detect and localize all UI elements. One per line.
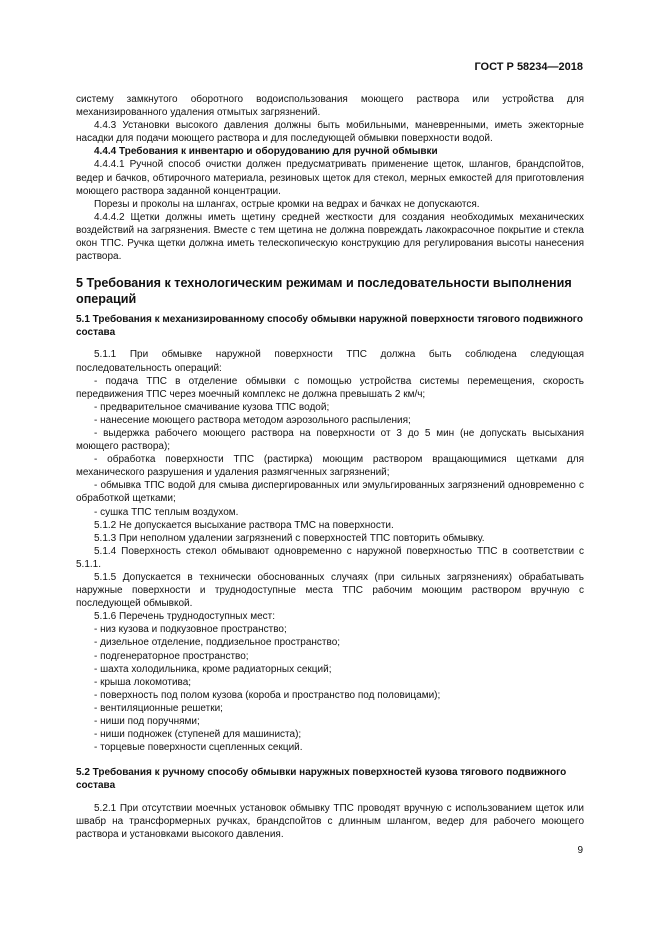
- subsection-heading: 5.1 Требования к механизированному способу обмывки наружной поверхности тягового подвижного состава: [76, 314, 583, 339]
- subsection-heading: 4.4.4 Требования к инвентарю и оборудованию для ручной обмывки: [94, 146, 438, 158]
- paragraph: 5.1.4 Поверхность стекол обмывают одновременно с наружной поверхностью ТПС в соответствии с 5.1.1.: [76, 545, 584, 570]
- paragraph: 5.1.1 При обмывке наружной поверхности ТПС должна быть соблюдена следующая последовательность операций:: [76, 349, 584, 374]
- list-item: - нанесение моющего раствора методом аэрозольного распыления;: [94, 414, 411, 426]
- list-item: - подгенераторное пространство;: [94, 650, 249, 662]
- list-item: - сушка ТПС теплым воздухом.: [94, 506, 239, 518]
- paragraph: 4.4.3 Установки высокого давления должны быть мобильными, маневренными, иметь эжекторные насадки для подачи моющего раствора и для последующей обмывки поверхности водой.: [76, 120, 584, 145]
- paragraph: 5.1.3 При неполном удалении загрязнений с поверхностей ТПС повторить обмывку.: [94, 532, 485, 544]
- paragraph: 5.1.6 Перечень труднодоступных мест:: [94, 611, 276, 623]
- list-item: - низ кузова и подкузовное пространство;: [94, 624, 287, 636]
- list-item: - вентиляционные решетки;: [94, 702, 223, 714]
- paragraph: 5.1.5 Допускается в технически обоснованных случаях (при сильных загрязнениях) обрабатывать наружные поверхности и труднодоступные места ТПС рабочим моющим раствором вручную с последующей обмывкой.: [76, 572, 584, 610]
- list-item: - обработка поверхности ТПС (растирка) моющим раствором вращающимися щетками для механического разрушения и удаления размягченных загрязнений;: [76, 454, 584, 479]
- document-header: ГОСТ Р 58234—2018: [474, 61, 583, 73]
- document-body: [76, 93, 584, 841]
- list-item: - подача ТПС в отделение обмывки с помощью устройства системы перемещения, скорость передвижения ТПС через моечный комплекс не должна превышать 2 км/ч;: [76, 375, 584, 400]
- list-item: - торцевые поверхности сцепленных секций.: [94, 742, 303, 754]
- paragraph: Порезы и проколы на шлангах, острые кромки на ведрах и бачках не допускаются.: [94, 198, 480, 210]
- list-item: - крыша локомотива;: [94, 676, 192, 688]
- list-item: - дизельное отделение, поддизельное пространство;: [94, 637, 341, 649]
- paragraph: 5.2.1 При отсутствии моечных установок обмывку ТПС проводят вручную с использованием щеток или швабр на трансформерных ручках, брандспойтов с длинным шлангом, ведер для рабочего моющего раствора и установками высокого давления.: [76, 802, 584, 840]
- list-item: - поверхность под полом кузова (короба и пространство под половицами);: [94, 689, 441, 701]
- list-item: - обмывка ТПС водой для смыва диспергированных или эмульгированных загрязнений одновременно с обработкой щетками;: [76, 480, 584, 505]
- paragraph: 4.4.4.1 Ручной способ очистки должен предусматривать применение щеток, шлангов, брандспойтов, ведер и бачков, обтирочного материала, резиновых щеток для стекол, мерных емкостей для приготовления моющего раствора заданной концентрации.: [76, 159, 584, 197]
- list-item: - ниши под поручнями;: [94, 716, 200, 728]
- subsection-heading: 5.2 Требования к ручному способу обмывки наружных поверхностей кузова тягового подвижного состава: [76, 767, 567, 792]
- paragraph: 5.1.2 Не допускается высыхание раствора ТМС на поверхности.: [94, 519, 394, 531]
- list-item: - выдержка рабочего моющего раствора на поверхности от 3 до 5 мин (не допускать высыхания моющего раствора);: [76, 427, 584, 453]
- list-item: - ниши подножек (ступеней для машиниста);: [94, 729, 302, 741]
- list-item: - шахта холодильника, кроме радиаторных секций;: [94, 663, 332, 675]
- paragraph: систему замкнутого оборотного водоиспользования моющего раствора или устройства для механизированного удаления отмытых загрязнений.: [76, 94, 584, 119]
- list-item: - предварительное смачивание кузова ТПС водой;: [94, 401, 330, 413]
- page-number: 9: [577, 845, 583, 856]
- section-heading: 5 Требования к технологическим режимам и последовательности выполнения операций: [76, 276, 572, 307]
- paragraph: 4.4.4.2 Щетки должны иметь щетину средней жесткости для создания необходимых механических воздействий на загрязнения. Вместе с тем щетина не должна повреждать лакокрасочное покрытие и стекла окон ТПС. Ручка щетки должна иметь телескопическую конструкцию для регулирования высоты нанесения раствора.: [76, 211, 584, 263]
